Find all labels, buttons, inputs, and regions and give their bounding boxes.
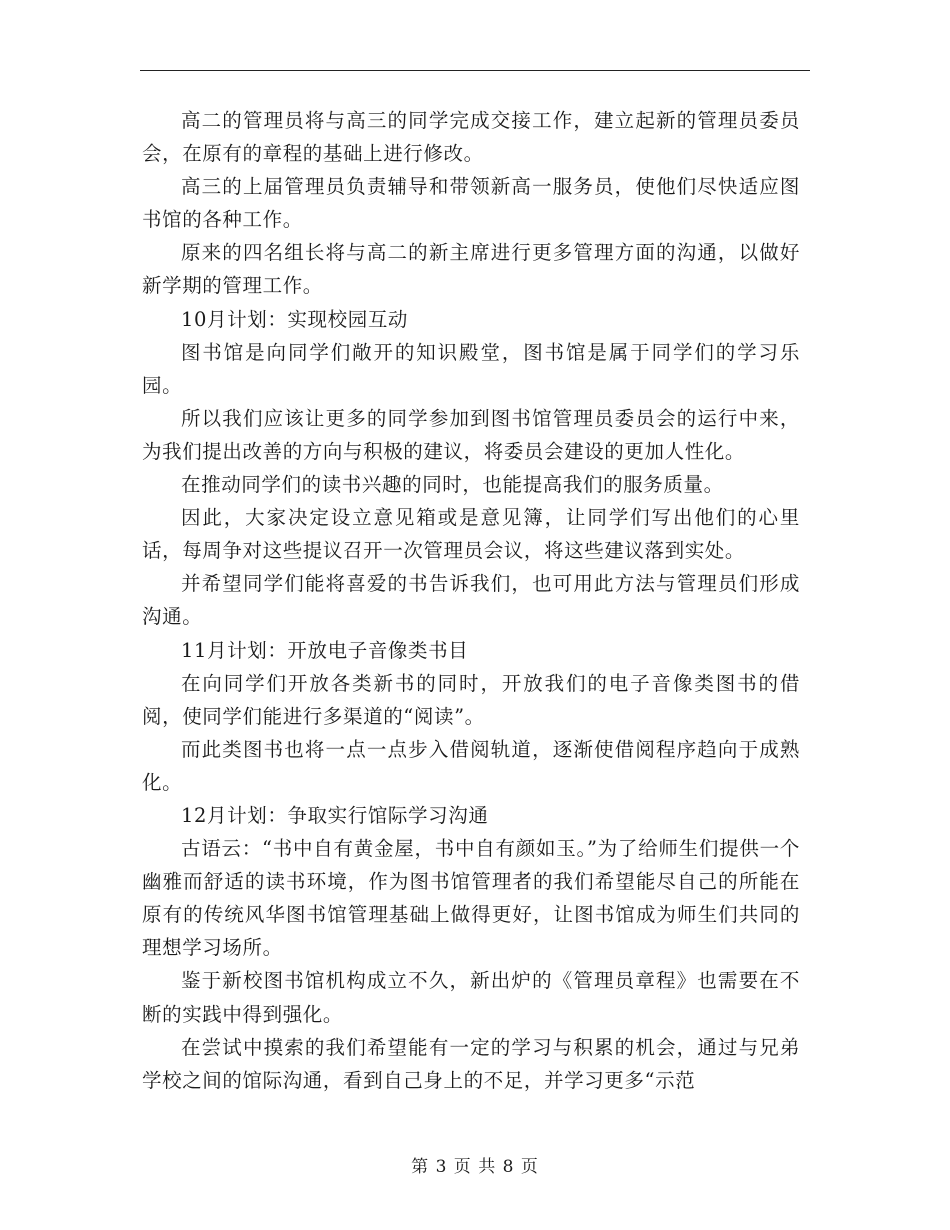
paragraph: 高二的管理员将与高三的同学完成交接工作，建立起新的管理员委员会，在原有的章程的基础上进行修改。 xyxy=(142,109,800,166)
paragraph: 在向同学们开放各类新书的同时，开放我们的电子音像类图书的借阅，使同学们能进行多渠道的“阅读”。 xyxy=(142,671,800,728)
paragraph: 而此类图书也将一点一点步入借阅轨道，逐渐使借阅程序趋向于成熟化。 xyxy=(142,737,800,794)
page-number: 第 3 页 共 8 页 xyxy=(411,1157,539,1177)
section-heading-december: 12月计划：争取实行馆际学习沟通 xyxy=(181,803,489,827)
paragraph: 并希望同学们能将喜爱的书告诉我们，也可用此方法与管理员们形成沟通。 xyxy=(142,572,800,629)
body-text xyxy=(142,104,800,1097)
section-heading-october: 10月计划：实现校园互动 xyxy=(181,307,409,331)
paragraph: 古语云：“书中自有黄金屋，书中自有颜如玉。”为了给师生们提供一个幽雅而舒适的读书环境，作为图书馆管理者的我们希望能尽自己的所能在原有的传统风华图书馆管理基础上做得更好，让图书馆成为师生们共同的理想学习场所。 xyxy=(142,837,800,960)
paragraph: 在推动同学们的读书兴趣的同时，也能提高我们的服务质量。 xyxy=(181,473,724,497)
paragraph: 鉴于新校图书馆机构成立不久，新出炉的《管理员章程》也需要在不断的实践中得到强化。 xyxy=(142,969,800,1026)
header-rule xyxy=(140,70,810,71)
section-heading-november: 11月计划：开放电子音像类书目 xyxy=(181,638,469,662)
paragraph: 因此，大家决定设立意见箱或是意见簿，让同学们写出他们的心里话，每周争对这些提议召开一次管理员会议，将这些建议落到实处。 xyxy=(142,506,800,563)
paragraph: 在尝试中摸索的我们希望能有一定的学习与积累的机会，通过与兄弟学校之间的馆际沟通，看到自己身上的不足，并学习更多“示范 xyxy=(142,1035,800,1092)
paragraph: 高三的上届管理员负责辅导和带领新高一服务员，使他们尽快适应图书馆的各种工作。 xyxy=(142,175,800,232)
paragraph: 所以我们应该让更多的同学参加到图书馆管理员委员会的运行中来，为我们提出改善的方向与积极的建议，将委员会建设的更加人性化。 xyxy=(142,406,800,463)
paragraph: 图书馆是向同学们敞开的知识殿堂，图书馆是属于同学们的学习乐园。 xyxy=(142,340,800,397)
paragraph: 原来的四名组长将与高二的新主席进行更多管理方面的沟通，以做好新学期的管理工作。 xyxy=(142,241,800,298)
